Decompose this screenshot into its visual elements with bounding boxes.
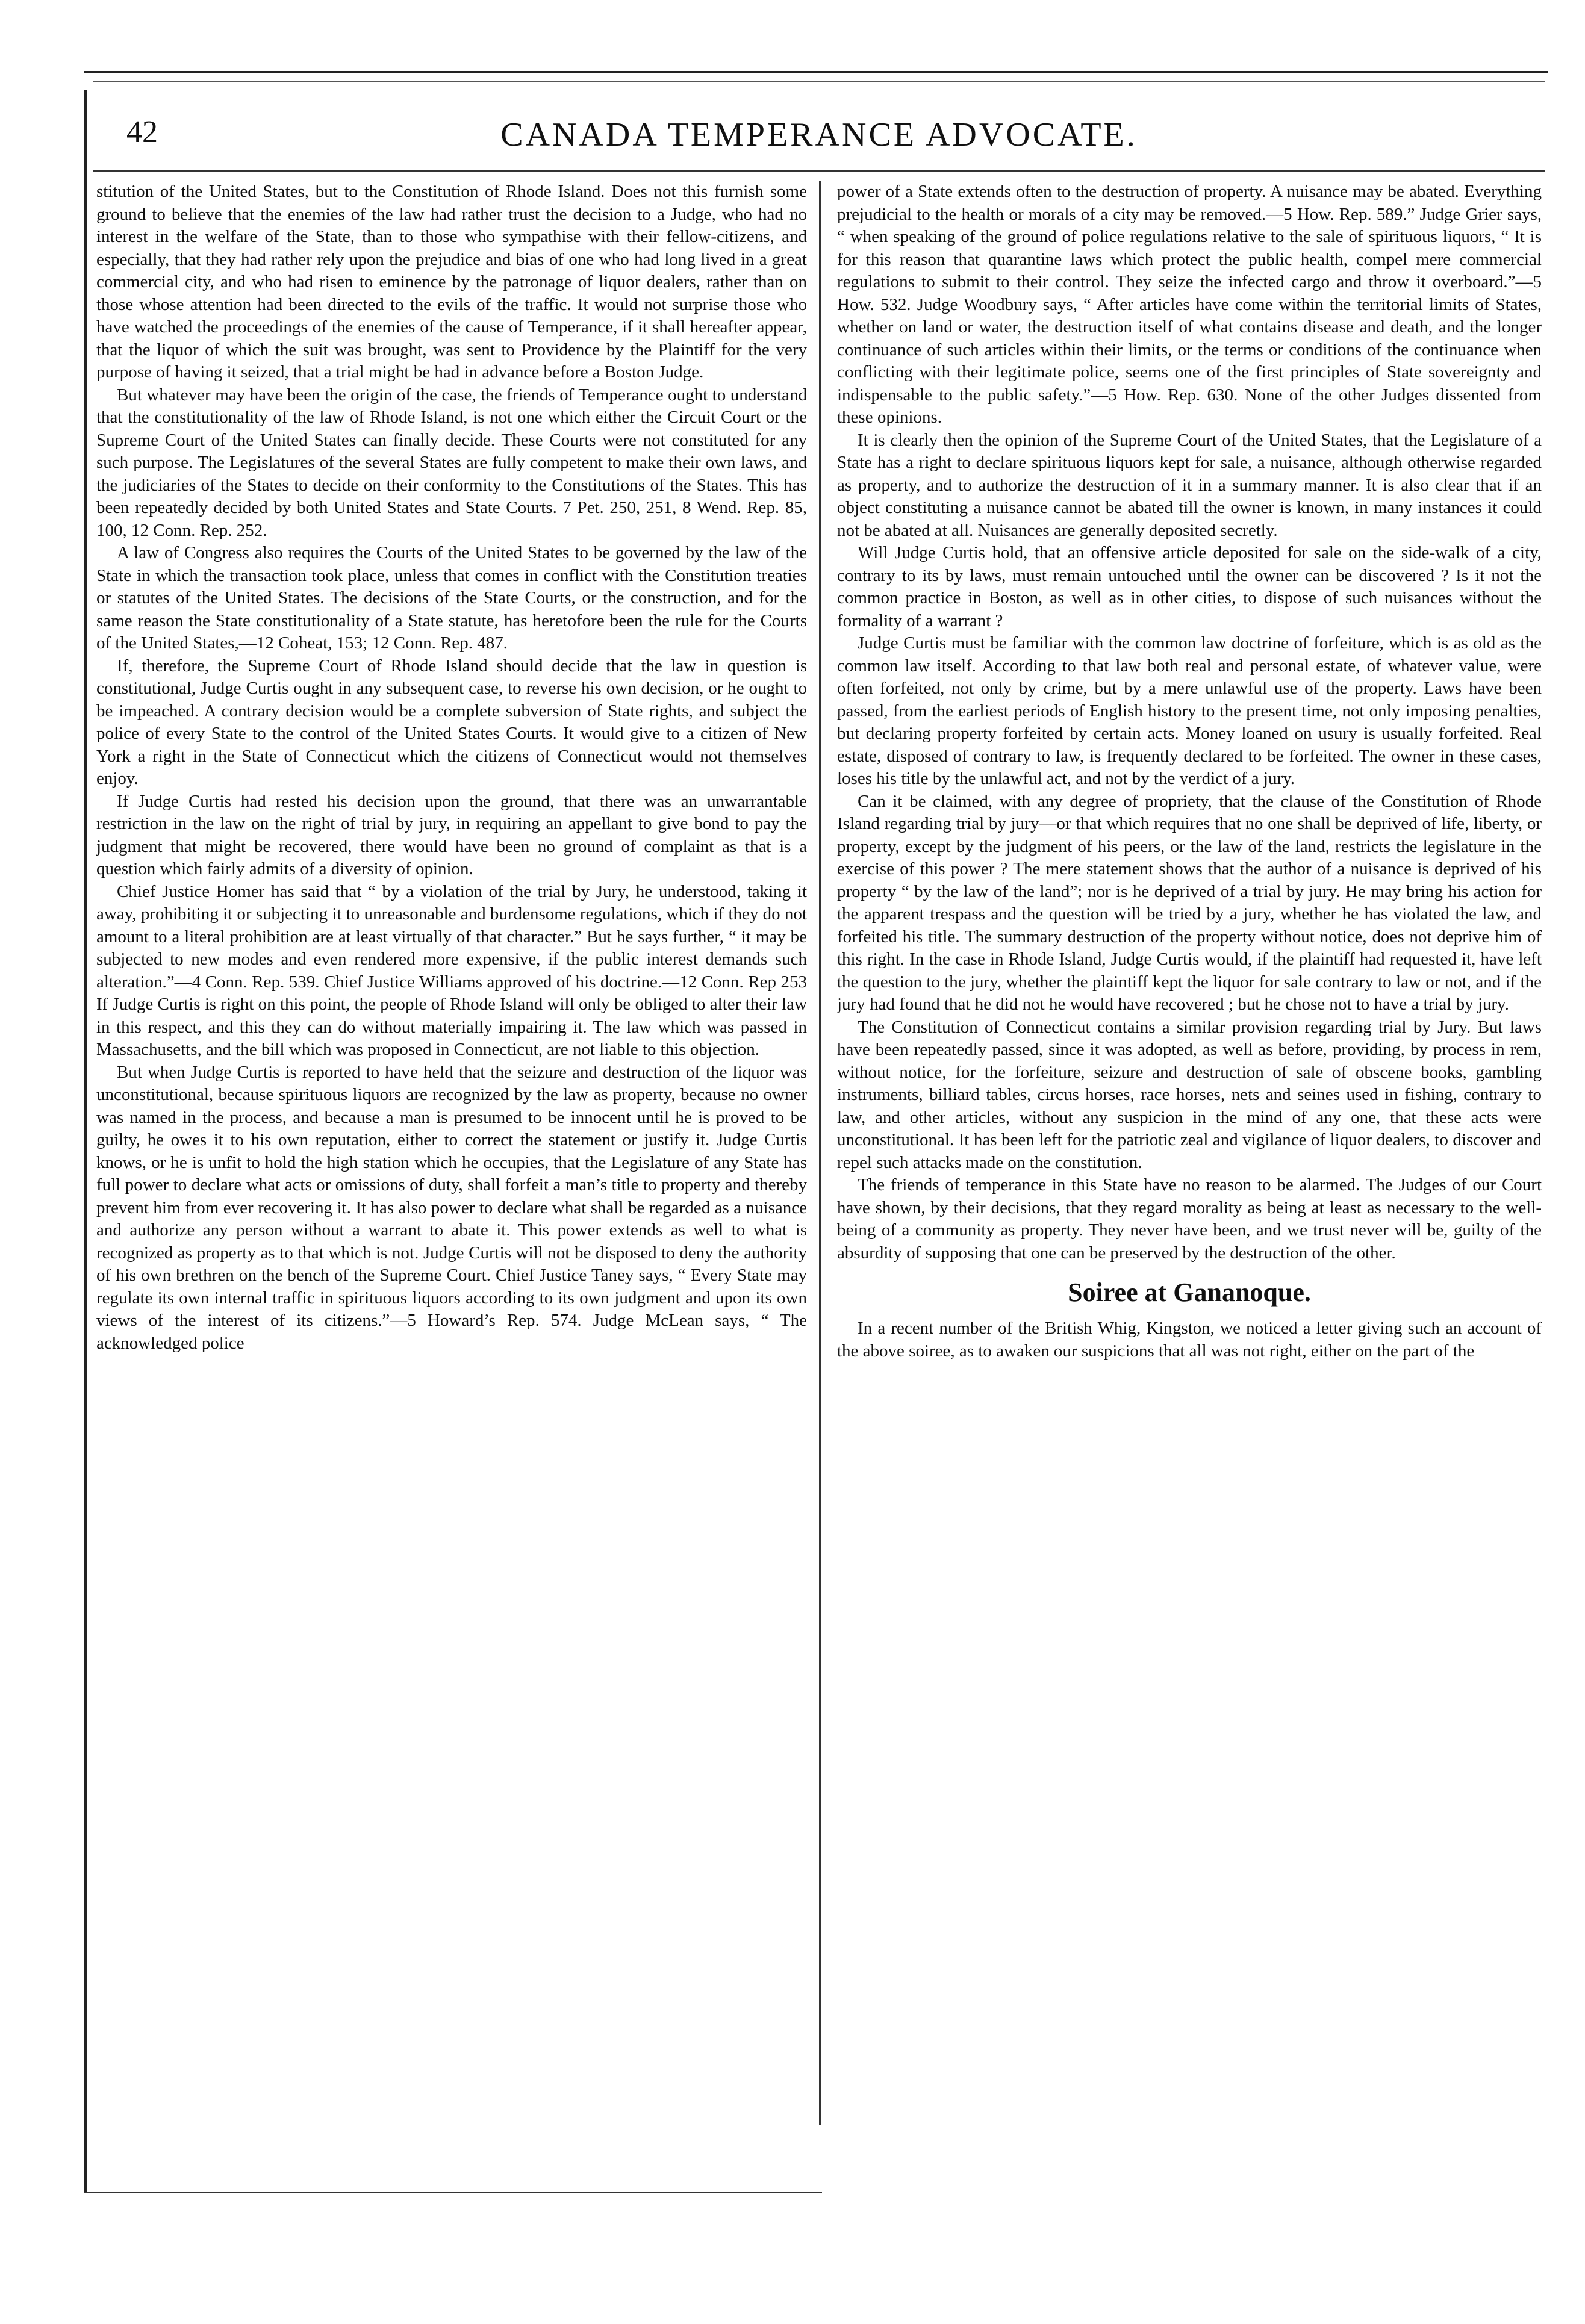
publication-title: CANADA TEMPERANCE ADVOCATE. — [500, 116, 1138, 154]
paragraph: A law of Congress also requires the Courts of the United States to be governed by the law of the State in which the transaction took place, unless that comes in conflict with the Constitution treaties or statutes of the United States. The decisions of the State Courts, or the construction, and for the same reason the State constitutionality of a State statute, has heretofore been the rule for the Courts of the United States,—12 Coheat, 153; 12 Conn. Rep. 487. — [96, 543, 807, 653]
paragraph: Will Judge Curtis hold, that an offensive article deposited for sale on the side-walk of a city, contrary to its by laws, must remain untouched until the owner can be discovered ? Is it not the common practice in Boston, as well as in other cities, to dispose of such nuisances without the formality of a warrant ? — [837, 543, 1542, 630]
bottom-rule — [84, 2192, 822, 2193]
column-divider — [819, 181, 821, 2125]
paragraph: It is clearly then the opinion of the Supreme Court of the United States, that the Legislature of a State has a right to declare spirituous liquors kept for sale, a nuisance, although otherwise regarded as property, and to authorize the destruction of it in a summary manner. It is also clear that if an object constituting a nuisance cannot be abated till the owner is known, in many instances it could not be abated at all. Nuisances are generally deposited secretly. — [837, 430, 1542, 540]
page-header — [90, 110, 1548, 164]
paragraph: But whatever may have been the origin of the case, the friends of Temperance ought to understand that the constitutionality of the law of Rhode Island, is not one which either the Circuit Court or the Supreme Court of the United States can finally decide. These Courts were not constituted for any such purpose. The Legislatures of the several States are fully competent to make their own laws, and the judiciaries of the States to decide on their conformity to the Constitutions of the States. This has been repeatedly decided by both United States and State Courts. 7 Pet. 250, 251, 8 Wend. Rep. 85, 100, 12 Conn. Rep. 252. — [96, 385, 807, 540]
header-rule — [93, 170, 1545, 172]
right-column — [837, 181, 1542, 2119]
paragraph: Chief Justice Homer has said that “ by a violation of the trial by Jury, he understood, taking it away, prohibiting it or subjecting it to unreasonable and burdensome regulations, which if they do not amount to a literal prohibition are at least virtually of that character.” But he says further, “ it may be subjected to new modes and even rendered more expensive, if the public interest demands such alteration.”—4 Conn. Rep. 539. Chief Justice Williams approved of his doctrine.—12 Conn. Rep 253 If Judge Curtis is right on this point, the people of Rhode Island will only be obliged to alter their law in this respect, and this they can do without materially impairing it. The law which was passed in Massachusetts, and the bill which was proposed in Connecticut, are not liable to this objection. — [96, 881, 807, 1059]
paragraph: The Constitution of Connecticut contains a similar provision regarding trial by Jury. But laws have been repeatedly passed, since it was adopted, as well as before, providing, by process in rem, without notice, for the forfeiture, seizure and destruction of sale of obscene books, gambling instruments, billiard tables, circus horses, race horses, nets and seines used in fishing, contrary to law, and other articles, without any suspicion in the mind of any one, that these acts were unconstitutional. It has been left for the patriotic zeal and vigilance of liquor dealers, to discover and repel such attacks made on the constitution. — [837, 1017, 1542, 1172]
left-column — [96, 181, 807, 2119]
paragraph: power of a State extends often to the destruction of property. A nuisance may be abated. Everything prejudicial to the health or morals of a city may be removed.—5 How. Rep. 589.” Judge Grier says, “ when speaking of the ground of police regulations relative to the sale of spirituous liquors, “ It is for this reason that quarantine laws which protect the public health, compel mere commercial regulations to submit to their control. They seize the infected cargo and throw it overboard.”—5 How. 532. Judge Woodbury says, “ After articles have come within the territorial limits of States, whether on land or water, the destruction itself of what contains disease and death, and the longer continuance of such articles within their limits, or the terms or conditions of the continuance when conflicting with their legitimate police, seems one of the first principles of State sovereignty and indispensable to the public safety.”—5 How. Rep. 630. None of the other Judges dissented from these opinions. — [837, 182, 1542, 427]
top-border-rule — [84, 71, 1548, 73]
left-border-rule — [84, 90, 87, 2192]
paragraph: If, therefore, the Supreme Court of Rhode Island should decide that the law in question is constitutional, Judge Curtis ought in any subsequent case, to reverse his own decision, or he ought to be impeached. A contrary decision would be a complete subversion of State rights, and subject the police of every State to the control of the United States Courts. It would give to a citizen of New York a right in the State of Connecticut which the citizens of Connecticut would not themselves enjoy. — [96, 656, 807, 788]
paragraph: If Judge Curtis had rested his decision upon the ground, that there was an unwarrantable restriction in the law on the right of trial by jury, in requiring an appellant to give bond to pay the judgment that might be recovered, there would have been no ground of complaint as that is a question which fairly admits of a diversity of opinion. — [96, 791, 807, 878]
paragraph: Can it be claimed, with any degree of propriety, that the clause of the Constitution of Rhode Island regarding trial by jury—or that which requires that no one shall be deprived of life, liberty, or property, except by the judgment of his peers, or the law of the land, restricts the legislature in the exercise of this power ? The mere statement shows that the author of a nuisance is deprived of his property “ by the law of the land”; nor is he deprived of a trial by jury. He may bring his action for the apparent trespass and the question will be tried by a jury, whether he has violated the law, and forfeited his title. The summary destruction of the property without notice, does not deprive him of this right. In the case in Rhode Island, Judge Curtis would, if the plaintiff had requested it, have left the question to the jury, whether the plaintiff kept the liquor for sale contrary to law or not, and if the jury had found that he did not he would have recovered ; but he chose not to have a trial by jury. — [837, 791, 1542, 1014]
paragraph: But when Judge Curtis is reported to have held that the seizure and destruction of the liquor was unconstitutional, because spirituous liquors are recognized by the law as property, because no owner was named in the process, and because a man is presumed to be innocent until he is proved to be guilty, he owes it to his own reputation, either to correct the statement or justify it. Judge Curtis knows, or he is unfit to hold the high station which he occupies, that the Legislature of any State has full power to declare what acts or omissions of duty, shall forfeit a man’s title to property and thereby prevent him from ever recovering it. It has also power to declare what shall be regarded as a nuisance and authorize any person without a warrant to abate it. This power extends as well to what is recognized as property as to that which is not. Judge Curtis will not be disposed to deny the authority of his own brethren on the bench of the Supreme Court. Chief Justice Taney says, “ Every State may regulate its own internal traffic in spirituous liquors according to its own judgment and upon its own views of the interest of its citizens.”—5 Howard’s Rep. 574. Judge McLean says, “ The acknowledged police — [96, 1062, 807, 1353]
paragraph: stitution of the United States, but to the Constitution of Rhode Island. Does not this furnish some ground to believe that the enemies of the law had rather trust the decision to a Judge, who had no interest in the welfare of the State, than to those who sympathise with their fellow-citizens, and especially, that they had rather rely upon the prejudice and bias of one who had long lived in a great commercial city, and who had risen to eminence by the patronage of liquor dealers, rather than on those whose attention had been directed to the evils of the traffic. It would not surprise those who have watched the proceedings of the enemies of the cause of Temperance, if it shall hereafter appear, that the liquor of which the suit was brought, was sent to Providence by the Plaintiff for the very purpose of having it seized, that a trial might be had in advance before a Boston Judge. — [96, 182, 807, 382]
paragraph: Judge Curtis must be familiar with the common law doctrine of forfeiture, which is as old as the common law itself. According to that law both real and personal estate, of whatever value, were often forfeited, not only by crime, but by a mere unlawful use of the property. Laws have been passed, from the earliest periods of English history to the present time, not only imposing penalties, but declaring property forfeited by certain acts. Money loaned on usury is usually forfeited. Real estate, disposed of contrary to law, is frequently declared to be forfeited. The owner in these cases, loses his title by the unlawful act, and not by the verdict of a jury. — [837, 633, 1542, 788]
paragraph: The friends of temperance in this State have no reason to be alarmed. The Judges of our Court have shown, by their decisions, that they regard morality as being at least as necessary to the well-being of a community as property. They never have been, and we trust never will be, guilty of the absurdity of supposing that one can be preserved by the destruction of the other. — [837, 1175, 1542, 1263]
top-inner-rule — [93, 81, 1545, 82]
section-heading: Soiree at Gananoque. — [1068, 1278, 1311, 1307]
page-number: 42 — [126, 115, 158, 149]
paragraph: In a recent number of the British Whig, Kingston, we noticed a letter giving such an account of the above soiree, as to awaken our suspicions that all was not right, either on the part of the — [837, 1319, 1542, 1361]
